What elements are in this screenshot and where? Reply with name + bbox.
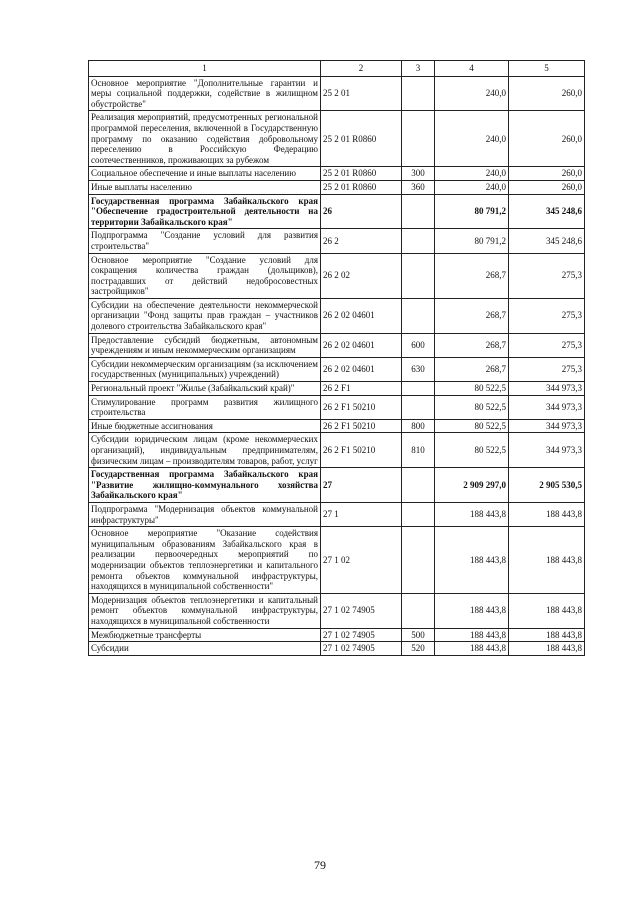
row-expense-type: 360 (402, 180, 435, 194)
row-sum-col-5: 344 973,3 (509, 395, 585, 419)
row-sum-col-4: 240,0 (435, 167, 509, 181)
table-row (89, 502, 585, 526)
row-expense-type (402, 382, 435, 396)
row-code: 26 2 (321, 229, 402, 253)
table-row (89, 395, 585, 419)
table-row (89, 167, 585, 181)
row-code: 25 2 01 R0860 (321, 167, 402, 181)
page-number: 79 (314, 858, 326, 872)
row-code: 26 2 F1 (321, 382, 402, 396)
row-name: Субсидии на обеспечение деятельности некоммерческой организации "Фонд защиты прав граждан – участников долевого строительства Забайкальского края" (89, 298, 321, 333)
row-sum-col-5: 344 973,3 (509, 419, 585, 433)
header-col-5: 5 (509, 61, 585, 77)
table-row (89, 253, 585, 298)
table-row (89, 229, 585, 253)
row-sum-col-5: 344 973,3 (509, 382, 585, 396)
row-sum-col-5: 188 443,8 (509, 642, 585, 656)
row-sum-col-5: 188 443,8 (509, 628, 585, 642)
row-sum-col-5: 2 905 530,5 (509, 468, 585, 503)
row-sum-col-5: 260,0 (509, 76, 585, 111)
row-code: 26 2 02 04601 (321, 357, 402, 381)
row-code: 26 2 F1 50210 (321, 395, 402, 419)
row-sum-col-5: 344 973,3 (509, 433, 585, 468)
row-expense-type (402, 593, 435, 628)
table-row (89, 76, 585, 111)
row-name: Государственная программа Забайкальского края "Обеспечение градостроительной деятельности на территории Забайкальского края" (89, 194, 321, 229)
row-code: 27 (321, 468, 402, 503)
row-expense-type: 810 (402, 433, 435, 468)
table-row (89, 180, 585, 194)
row-code: 26 2 02 04601 (321, 298, 402, 333)
row-name: Стимулирование программ развития жилищного строительства (89, 395, 321, 419)
row-sum-col-4: 188 443,8 (435, 527, 509, 594)
table-header (89, 61, 585, 77)
row-expense-type (402, 395, 435, 419)
table-row (89, 111, 585, 167)
table-row (89, 593, 585, 628)
row-sum-col-5: 188 443,8 (509, 502, 585, 526)
table-row (89, 298, 585, 333)
row-name: Предоставление субсидий бюджетным, автономным учреждениям и иным некоммерческим организациям (89, 333, 321, 357)
row-sum-col-4: 268,7 (435, 298, 509, 333)
row-sum-col-4: 80 791,2 (435, 194, 509, 229)
row-sum-col-4: 2 909 297,0 (435, 468, 509, 503)
row-name: Субсидии некоммерческим организациям (за исключением государственных (муниципальных) учреждений) (89, 357, 321, 381)
table-row (89, 433, 585, 468)
row-code: 25 2 01 (321, 76, 402, 111)
row-code: 26 2 F1 50210 (321, 419, 402, 433)
row-code: 26 2 02 (321, 253, 402, 298)
row-expense-type: 300 (402, 167, 435, 181)
row-expense-type (402, 229, 435, 253)
row-code: 27 1 02 74905 (321, 593, 402, 628)
row-sum-col-5: 275,3 (509, 333, 585, 357)
header-row (89, 61, 585, 77)
row-expense-type (402, 76, 435, 111)
row-name: Социальное обеспечение и иные выплаты населению (89, 167, 321, 181)
row-name: Основное мероприятие "Создание условий для сокращения количества граждан (дольщиков), пострадавших от действий недобросовестных застройщиков" (89, 253, 321, 298)
table-row (89, 333, 585, 357)
row-name: Модернизация объектов теплоэнергетики и капитальный ремонт объектов коммунальной инфраструктуры, находящихся в муниципальной собственности (89, 593, 321, 628)
row-name: Подпрограмма "Модернизация объектов коммунальной инфраструктуры" (89, 502, 321, 526)
row-name: Субсидии юридическим лицам (кроме некоммерческих организаций), индивидуальным предпринимателям, физическим лицам – производителям товаров, работ, услуг (89, 433, 321, 468)
row-sum-col-4: 188 443,8 (435, 628, 509, 642)
row-expense-type (402, 527, 435, 594)
row-name: Основное мероприятие "Оказание содействия муниципальным образованиям Забайкальского края в реализации первоочередных мероприятий по модернизации объектов теплоэнергетики и капитального ремонта объектов коммунальной инфраструктуры, находящихся в муниципальной собственности" (89, 527, 321, 594)
row-expense-type (402, 502, 435, 526)
row-sum-col-4: 80 522,5 (435, 382, 509, 396)
table-row (89, 642, 585, 656)
row-sum-col-4: 80 791,2 (435, 229, 509, 253)
row-code: 27 1 02 74905 (321, 642, 402, 656)
row-sum-col-4: 268,7 (435, 333, 509, 357)
row-sum-col-4: 80 522,5 (435, 419, 509, 433)
header-col-2: 2 (321, 61, 402, 77)
table-row (89, 419, 585, 433)
row-code: 27 1 02 74905 (321, 628, 402, 642)
row-name: Иные выплаты населению (89, 180, 321, 194)
row-code: 27 1 02 (321, 527, 402, 594)
header-col-4: 4 (435, 61, 509, 77)
row-expense-type: 600 (402, 333, 435, 357)
budget-table (88, 60, 585, 656)
row-sum-col-4: 80 522,5 (435, 395, 509, 419)
row-sum-col-5: 260,0 (509, 180, 585, 194)
row-sum-col-5: 345 248,6 (509, 194, 585, 229)
row-code: 25 2 01 R0860 (321, 180, 402, 194)
row-expense-type (402, 253, 435, 298)
row-name: Подпрограмма "Создание условий для развития строительства" (89, 229, 321, 253)
row-expense-type: 800 (402, 419, 435, 433)
row-sum-col-5: 345 248,6 (509, 229, 585, 253)
row-code: 25 2 01 R0860 (321, 111, 402, 167)
row-sum-col-5: 188 443,8 (509, 593, 585, 628)
row-expense-type: 520 (402, 642, 435, 656)
row-expense-type (402, 298, 435, 333)
row-code: 26 (321, 194, 402, 229)
table-row (89, 194, 585, 229)
table-body (89, 76, 585, 655)
table-row (89, 357, 585, 381)
row-sum-col-4: 80 522,5 (435, 433, 509, 468)
table-row (89, 382, 585, 396)
table-row (89, 527, 585, 594)
row-sum-col-4: 188 443,8 (435, 642, 509, 656)
row-sum-col-4: 240,0 (435, 111, 509, 167)
table-row (89, 628, 585, 642)
row-code: 27 1 (321, 502, 402, 526)
row-name: Основное мероприятие "Дополнительные гарантии и меры социальной поддержки, содействие в жилищном обустройстве" (89, 76, 321, 111)
header-col-3: 3 (402, 61, 435, 77)
row-sum-col-5: 275,3 (509, 253, 585, 298)
table-row (89, 468, 585, 503)
row-sum-col-4: 188 443,8 (435, 502, 509, 526)
row-sum-col-5: 275,3 (509, 357, 585, 381)
row-sum-col-5: 260,0 (509, 167, 585, 181)
row-sum-col-4: 268,7 (435, 357, 509, 381)
row-name: Субсидии (89, 642, 321, 656)
row-name: Реализация мероприятий, предусмотренных региональной программой переселения, включенной в Государственную программу по оказанию содействия добровольному переселению в Российскую Федерацию соотечественников, проживающих за рубежом (89, 111, 321, 167)
row-expense-type: 500 (402, 628, 435, 642)
row-expense-type: 630 (402, 357, 435, 381)
row-expense-type (402, 111, 435, 167)
row-code: 26 2 F1 50210 (321, 433, 402, 468)
row-expense-type (402, 468, 435, 503)
row-name: Иные бюджетные ассигнования (89, 419, 321, 433)
row-sum-col-5: 260,0 (509, 111, 585, 167)
row-sum-col-4: 268,7 (435, 253, 509, 298)
row-sum-col-4: 188 443,8 (435, 593, 509, 628)
row-name: Межбюджетные трансферты (89, 628, 321, 642)
row-code: 26 2 02 04601 (321, 333, 402, 357)
row-name: Региональный проект "Жилье (Забайкальский край)" (89, 382, 321, 396)
row-sum-col-5: 275,3 (509, 298, 585, 333)
row-name: Государственная программа Забайкальского края "Развитие жилищно-коммунального хозяйства Забайкальского края" (89, 468, 321, 503)
row-sum-col-5: 188 443,8 (509, 527, 585, 594)
row-sum-col-4: 240,0 (435, 76, 509, 111)
row-expense-type (402, 194, 435, 229)
header-col-1: 1 (89, 61, 321, 77)
row-sum-col-4: 240,0 (435, 180, 509, 194)
